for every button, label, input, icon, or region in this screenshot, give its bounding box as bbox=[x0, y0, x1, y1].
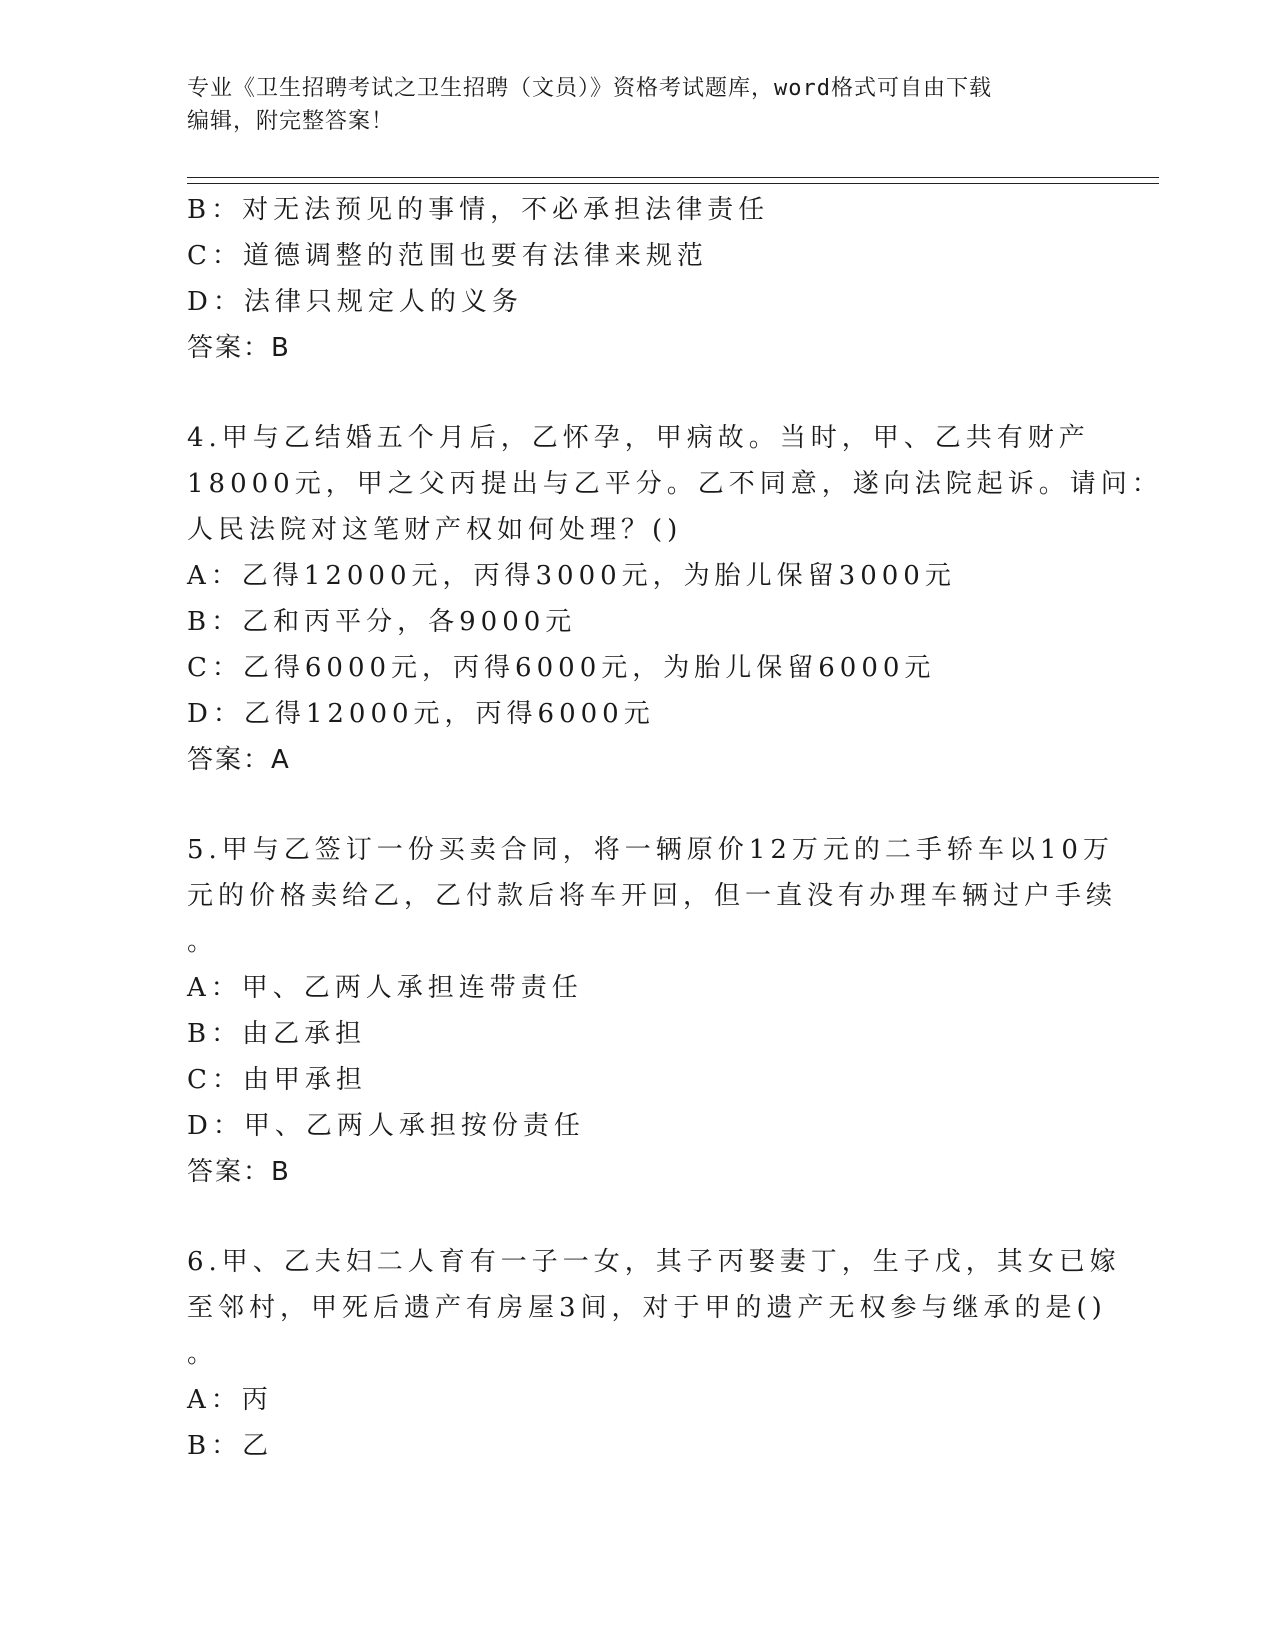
question-6 bbox=[187, 1239, 1121, 1469]
question-text-line: 。 bbox=[187, 1339, 219, 1369]
question-spacer bbox=[187, 371, 1067, 415]
question-text-line: 至邻村，甲死后遗产有房屋3间，对于甲的遗产无权参与继承的是() bbox=[187, 1293, 1107, 1323]
answer-label: 答案：B bbox=[187, 333, 291, 363]
option-d: D：法律只规定人的义务 bbox=[187, 287, 523, 317]
option-b: B：乙 bbox=[187, 1431, 274, 1461]
option-c: C：道德调整的范围也要有法律来规范 bbox=[187, 241, 708, 271]
option-b: B：对无法预见的事情，不必承担法律责任 bbox=[187, 195, 770, 225]
question-text-line: 6.甲、乙夫妇二人育有一子一女，其子丙娶妻丁，生子戊，其女已嫁 bbox=[187, 1247, 1121, 1277]
option-b: B：乙和丙平分，各9000元 bbox=[187, 607, 577, 637]
header-divider bbox=[187, 177, 1159, 184]
document-header bbox=[187, 72, 1087, 138]
header-line-1: 专业《卫生招聘考试之卫生招聘（文员）》资格考试题库，word格式可自由下载 bbox=[187, 76, 992, 101]
question-text-line: 人民法院对这笔财产权如何处理？() bbox=[187, 515, 683, 545]
option-a: A：甲、乙两人承担连带责任 bbox=[187, 973, 583, 1003]
answer-label: 答案：A bbox=[187, 745, 291, 775]
question-3-continuation bbox=[187, 187, 1067, 371]
option-c: C：由甲承担 bbox=[187, 1065, 367, 1095]
question-text-line: 元的价格卖给乙，乙付款后将车开回，但一直没有办理车辆过户手续 bbox=[187, 881, 1118, 911]
question-text-line: 5.甲与乙签订一份买卖合同，将一辆原价12万元的二手轿车以10万 bbox=[187, 835, 1114, 865]
question-text-line: 4.甲与乙结婚五个月后，乙怀孕，甲病故。当时，甲、乙共有财产 bbox=[187, 423, 1090, 453]
document-body bbox=[187, 187, 1163, 1469]
option-d: D：甲、乙两人承担按份责任 bbox=[187, 1111, 585, 1141]
question-4 bbox=[187, 415, 1163, 783]
question-spacer bbox=[187, 1195, 1067, 1239]
option-a: A：丙 bbox=[187, 1385, 273, 1415]
option-b: B：由乙承担 bbox=[187, 1019, 367, 1049]
option-a: A：乙得12000元，丙得3000元，为胎儿保留3000元 bbox=[187, 561, 956, 591]
option-c: C：乙得6000元，丙得6000元，为胎儿保留6000元 bbox=[187, 653, 936, 683]
question-5 bbox=[187, 827, 1118, 1195]
header-line-2: 编辑，附完整答案！ bbox=[187, 109, 395, 134]
answer-label: 答案：B bbox=[187, 1157, 291, 1187]
question-text-line: 。 bbox=[187, 927, 219, 957]
question-text-line: 18000元，甲之父丙提出与乙平分。乙不同意，遂向法院起诉。请问： bbox=[187, 469, 1163, 499]
option-d: D：乙得12000元，丙得6000元 bbox=[187, 699, 655, 729]
question-spacer bbox=[187, 783, 1067, 827]
